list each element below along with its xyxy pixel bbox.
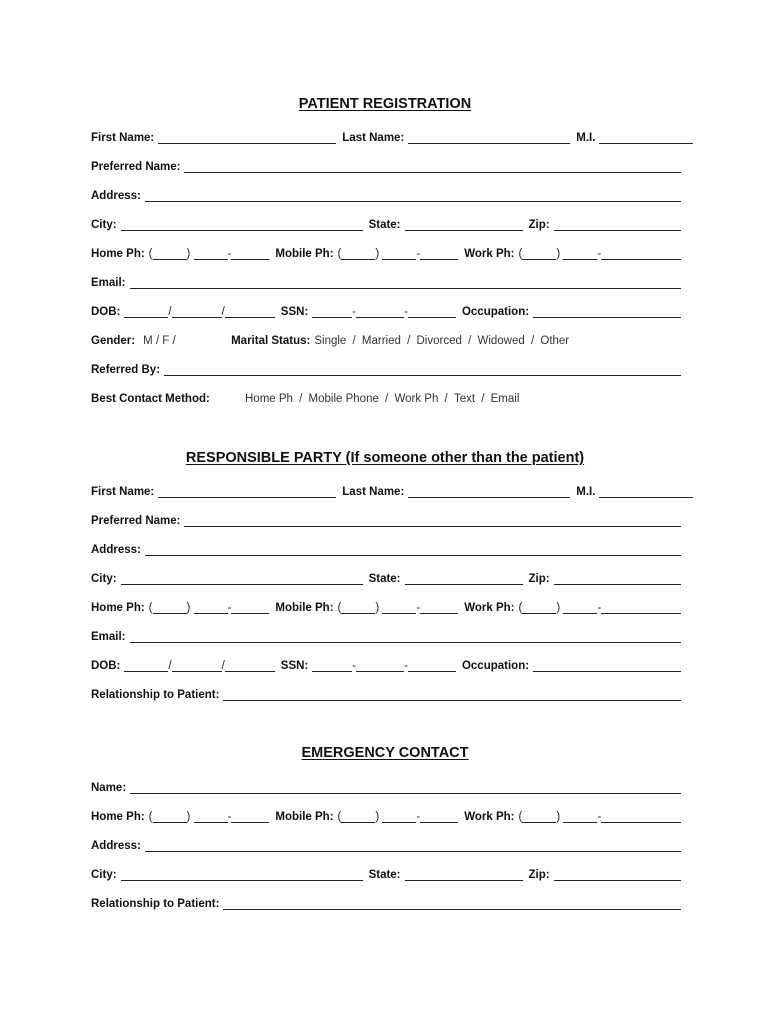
- zip-label: Zip:: [528, 219, 550, 231]
- rp-zip-label: Zip:: [528, 573, 550, 585]
- home-ph-line-field[interactable]: [231, 247, 269, 260]
- referred-by-label: Referred By:: [91, 364, 161, 376]
- patient-address-row: [91, 186, 681, 202]
- responsible-preferred-row: [91, 511, 681, 527]
- dob-day-field[interactable]: [172, 305, 222, 318]
- responsible-email-row: [91, 627, 681, 643]
- ec-home-ph-label: Home Ph:: [91, 811, 145, 823]
- first-name-label: First Name:: [91, 132, 155, 144]
- ec-relationship-field[interactable]: [223, 897, 681, 910]
- rp-home-ph-area-field[interactable]: [153, 601, 187, 614]
- work-ph-area-field[interactable]: [522, 247, 556, 260]
- rp-mobile-ph-label: Mobile Ph:: [275, 602, 334, 614]
- last-name-field[interactable]: [408, 131, 570, 144]
- rp-mi-label: M.I.: [576, 486, 596, 498]
- rp-mobile-ph-line-field[interactable]: [420, 601, 458, 614]
- rp-mobile-ph-area-field[interactable]: [341, 601, 375, 614]
- responsible-city-row: [91, 569, 681, 585]
- rp-ssn-label: SSN:: [280, 660, 309, 672]
- emergency-phone-row: Home Ph: ( ) - Mobile Ph: ( ) - Work Ph: ( ) -: [91, 807, 681, 823]
- home-ph-label: Home Ph:: [91, 248, 145, 260]
- marital-option-widowed[interactable]: Widowed: [477, 335, 525, 347]
- preferred-name-label: Preferred Name:: [91, 161, 181, 173]
- ec-work-ph-area-field[interactable]: [522, 810, 556, 823]
- home-ph-prefix-field[interactable]: [194, 247, 228, 260]
- rp-dob-year-field[interactable]: [225, 659, 275, 672]
- work-ph-line-field[interactable]: [601, 247, 681, 260]
- contact-option-home-ph[interactable]: Home Ph: [245, 393, 293, 405]
- patient-phone-row: Home Ph: ( ) - Mobile Ph: ( ) - Work Ph: ( ) -: [91, 244, 681, 260]
- rp-work-ph-area-field[interactable]: [522, 601, 556, 614]
- rp-state-field[interactable]: [405, 572, 523, 585]
- ec-work-ph-label: Work Ph:: [464, 811, 515, 823]
- rp-relationship-field[interactable]: [223, 688, 681, 701]
- state-field[interactable]: [405, 218, 523, 231]
- address-label: Address:: [91, 190, 141, 202]
- rp-home-ph-line-field[interactable]: [231, 601, 269, 614]
- rp-home-ph-prefix-field[interactable]: [194, 601, 228, 614]
- occupation-field[interactable]: [533, 305, 681, 318]
- ec-home-ph-area-field[interactable]: [153, 810, 187, 823]
- home-ph-area-field[interactable]: [153, 247, 187, 260]
- contact-option-text[interactable]: Text: [453, 393, 476, 405]
- ec-zip-label: Zip:: [528, 869, 550, 881]
- patient-preferred-row: [91, 157, 681, 173]
- rp-mobile-ph-prefix-field[interactable]: [382, 601, 416, 614]
- rp-dob-label: DOB:: [91, 660, 121, 672]
- ec-work-ph-prefix-field[interactable]: [563, 810, 597, 823]
- mobile-ph-prefix-field[interactable]: [382, 247, 416, 260]
- dob-year-field[interactable]: [225, 305, 275, 318]
- city-label: City:: [91, 219, 117, 231]
- rp-address-field[interactable]: [145, 543, 681, 556]
- ec-name-label: Name:: [91, 782, 127, 794]
- patient-email-row: [91, 273, 681, 289]
- rp-mi-field[interactable]: [599, 485, 693, 498]
- patient-contact-method-row: Best Contact Method: Home Ph / Mobile Phone / Work Ph / Text / Email: [91, 393, 520, 405]
- rp-preferred-name-label: Preferred Name:: [91, 515, 181, 527]
- emergency-city-row: [91, 865, 681, 881]
- mobile-ph-line-field[interactable]: [420, 247, 458, 260]
- ec-mobile-ph-line-field[interactable]: [420, 810, 458, 823]
- city-field[interactable]: [121, 218, 363, 231]
- patient-dob-row: DOB: / / SSN: - - Occupation:: [91, 302, 681, 318]
- ssn-part1-field[interactable]: [312, 305, 352, 318]
- ec-mobile-ph-area-field[interactable]: [341, 810, 375, 823]
- rp-first-name-label: First Name:: [91, 486, 155, 498]
- last-name-label: Last Name:: [342, 132, 405, 144]
- responsible-party-title: RESPONSIBLE PARTY (If someone other than the patient): [185, 450, 585, 466]
- preferred-name-field[interactable]: [184, 160, 681, 173]
- rp-dob-day-field[interactable]: [172, 659, 222, 672]
- occupation-label: Occupation:: [461, 306, 530, 318]
- marital-status-label: Marital Status:: [231, 335, 311, 347]
- emergency-contact-title: EMERGENCY CONTACT: [301, 745, 469, 761]
- rp-occupation-label: Occupation:: [461, 660, 530, 672]
- first-name-field[interactable]: [158, 131, 336, 144]
- ec-work-ph-line-field[interactable]: [601, 810, 681, 823]
- rp-last-name-label: Last Name:: [342, 486, 405, 498]
- ec-name-field[interactable]: [130, 781, 681, 794]
- rp-ssn-part2-field[interactable]: [356, 659, 404, 672]
- rp-dob-month-field[interactable]: [124, 659, 168, 672]
- gender-label: Gender:: [91, 335, 136, 347]
- gender-options[interactable]: M / F /: [143, 335, 176, 347]
- ssn-part3-field[interactable]: [408, 305, 456, 318]
- email-label: Email:: [91, 277, 126, 289]
- ssn-label: SSN:: [280, 306, 309, 318]
- ec-relationship-label: Relationship to Patient:: [91, 898, 220, 910]
- rp-address-label: Address:: [91, 544, 141, 556]
- rp-state-label: State:: [368, 573, 401, 585]
- marital-option-divorced[interactable]: Divorced: [416, 335, 462, 347]
- ec-city-field[interactable]: [121, 868, 363, 881]
- ec-mobile-ph-label: Mobile Ph:: [275, 811, 334, 823]
- ec-state-label: State:: [368, 869, 401, 881]
- rp-work-ph-prefix-field[interactable]: [563, 601, 597, 614]
- mobile-ph-area-field[interactable]: [341, 247, 375, 260]
- ec-address-label: Address:: [91, 840, 141, 852]
- marital-option-other[interactable]: Other: [540, 335, 570, 347]
- zip-field[interactable]: [554, 218, 681, 231]
- mobile-ph-label: Mobile Ph:: [275, 248, 334, 260]
- rp-ssn-part3-field[interactable]: [408, 659, 456, 672]
- ec-mobile-ph-prefix-field[interactable]: [382, 810, 416, 823]
- best-contact-label: Best Contact Method:: [91, 393, 210, 405]
- ec-home-ph-prefix-field[interactable]: [194, 810, 228, 823]
- responsible-phone-row: Home Ph: ( ) - Mobile Ph: ( ) - Work Ph: ( ) -: [91, 598, 681, 614]
- patient-name-row: [91, 128, 681, 144]
- rp-email-label: Email:: [91, 631, 126, 643]
- ec-city-label: City:: [91, 869, 117, 881]
- patient-city-row: [91, 215, 681, 231]
- rp-zip-field[interactable]: [554, 572, 681, 585]
- patient-registration-title: PATIENT REGISTRATION: [298, 96, 472, 112]
- contact-option-mobile-phone[interactable]: Mobile Phone: [308, 393, 379, 405]
- rp-city-field[interactable]: [121, 572, 363, 585]
- responsible-address-row: [91, 540, 681, 556]
- mi-field[interactable]: [599, 131, 693, 144]
- rp-preferred-name-field[interactable]: [184, 514, 681, 527]
- contact-option-email[interactable]: Email: [490, 393, 520, 405]
- address-field[interactable]: [145, 189, 681, 202]
- rp-work-ph-line-field[interactable]: [601, 601, 681, 614]
- ec-home-ph-line-field[interactable]: [231, 810, 269, 823]
- patient-gender-row: Gender: M / F / Marital Status: Single / Married / Divorced / Widowed / Other: [91, 335, 570, 347]
- dob-label: DOB:: [91, 306, 121, 318]
- state-label: State:: [368, 219, 401, 231]
- rp-work-ph-label: Work Ph:: [464, 602, 515, 614]
- emergency-name-row: [91, 778, 681, 794]
- responsible-dob-row: DOB: / / SSN: - - Occupation:: [91, 656, 681, 672]
- rp-home-ph-label: Home Ph:: [91, 602, 145, 614]
- ssn-part2-field[interactable]: [356, 305, 404, 318]
- ec-zip-field[interactable]: [554, 868, 681, 881]
- mi-label: M.I.: [576, 132, 596, 144]
- ec-address-field[interactable]: [145, 839, 681, 852]
- emergency-address-row: [91, 836, 681, 852]
- rp-city-label: City:: [91, 573, 117, 585]
- responsible-relationship-row: [91, 685, 681, 701]
- referred-by-field[interactable]: [164, 363, 681, 376]
- rp-first-name-field[interactable]: [158, 485, 336, 498]
- rp-occupation-field[interactable]: [533, 659, 681, 672]
- rp-last-name-field[interactable]: [408, 485, 570, 498]
- dob-month-field[interactable]: [124, 305, 168, 318]
- emergency-relationship-row: [91, 894, 681, 910]
- responsible-name-row: [91, 482, 681, 498]
- contact-option-work-ph[interactable]: Work Ph: [394, 393, 439, 405]
- marital-option-single[interactable]: Single: [314, 335, 347, 347]
- work-ph-label: Work Ph:: [464, 248, 515, 260]
- email-field[interactable]: [130, 276, 681, 289]
- patient-referred-row: [91, 360, 681, 376]
- rp-email-field[interactable]: [130, 630, 681, 643]
- ec-state-field[interactable]: [405, 868, 523, 881]
- marital-option-married[interactable]: Married: [361, 335, 401, 347]
- rp-relationship-label: Relationship to Patient:: [91, 689, 220, 701]
- rp-ssn-part1-field[interactable]: [312, 659, 352, 672]
- work-ph-prefix-field[interactable]: [563, 247, 597, 260]
